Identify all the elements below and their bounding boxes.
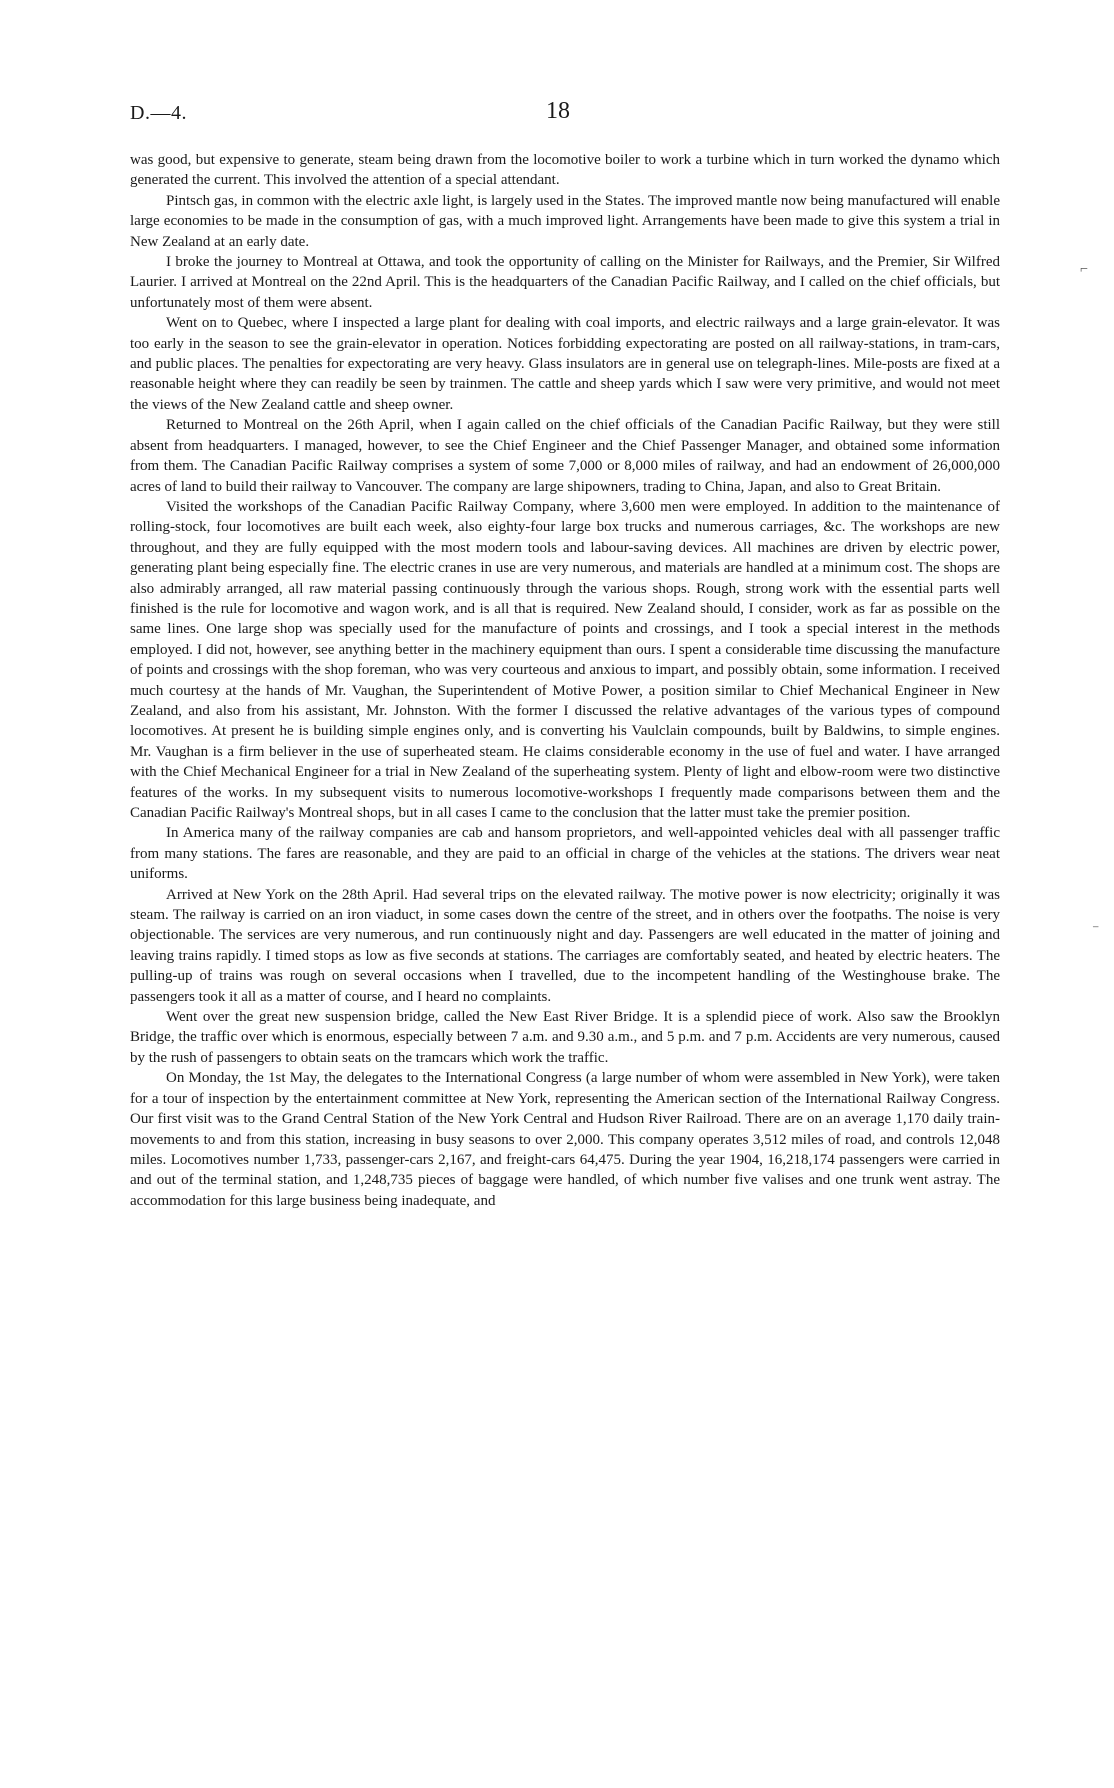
- paragraph: In America many of the railway companies are cab and hansom proprietors, and well-appointed vehicles deal with all passenger traffic from many stations. The fares are reasonable, and they are paid to an official in charge of the vehicles at the stations. The drivers wear neat uniforms.: [130, 825, 1000, 883]
- scan-margin-mark: ⁻: [1092, 923, 1100, 938]
- paragraph: On Monday, the 1st May, the delegates to the International Congress (a large number of whom were assembled in New York), were taken for a tour of inspection by the entertainment committee at New York, representing the American section of the International Railway Congress. Our first visit was to the Grand Central Station of the New York Central and Hudson River Railroad. There are on an average 1,170 daily train-movements to and from this station, increasing in busy seasons to over 2,000. This company operates 3,512 miles of road, and controls 12,048 miles. Locomotives number 1,733, passenger-cars 2,167, and freight-cars 64,475. During the year 1904, 16,218,174 passengers were carried in and out of the terminal station, and 1,248,735 pieces of baggage were handled, of which number five valises and one trunk went astray. The accommodation for this large business being inadequate, and: [130, 1070, 1000, 1209]
- page-number: 18: [546, 98, 570, 124]
- paragraph: I broke the journey to Montreal at Ottawa, and took the opportunity of calling on the Minister for Railways, and the Premier, Sir Wilfred Laurier. I arrived at Montreal on the 22nd April. This is the headquarters of the Canadian Pacific Railway, and I called on the chief officials, but unfortunately most of them were absent.: [130, 254, 1000, 311]
- paragraph: Visited the workshops of the Canadian Pacific Railway Company, where 3,600 men were employed. In addition to the maintenance of rolling-stock, four locomotives are built each week, also eighty-four large box trucks and numerous carriages, &c. The workshops are new throughout, and they are fully equipped with the most modern tools and labour-saving devices. All machines are driven by electric power, generating plant being especially fine. The electric cranes in use are very numerous, and materials are handled at a minimum cost. The shops are also admirably arranged, all raw material passing continuously through the various shops. Rough, strong work with the essential parts well finished is the rule for locomotive and wagon work, and is all that is required. New Zealand should, I consider, work as far as possible on the same lines. One large shop was specially used for the manufacture of points and crossings, and I took a special interest in the methods employed. I did not, however, see anything better in the machinery equipment than ours. I spent a considerable time discussing the manufacture of points and crossings with the shop foreman, who was very courteous and anxious to impart, and possibly obtain, some information. I received much courtesy at the hands of Mr. Vaughan, the Superintendent of Motive Power, a position similar to Chief Mechanical Engineer in New Zealand, and also from his assistant, Mr. Johnston. With the former I discussed the relative advantages of the various types of compound locomotives. At present he is building simple engines only, and is converting his Vaulclain compounds, built by Baldwins, to simple engines. Mr. Vaughan is a firm believer in the use of superheated steam. He claims considerable economy in the use of fuel and water. I have arranged with the Chief Mechanical Engineer for a trial in New Zealand of the superheating system. Plenty of light and elbow-room were two distinctive features of the works. In my subsequent visits to numerous locomotive-workshops I frequently made comparisons between them and the Canadian Pacific Railway's Montreal shops, but in all cases I came to the conclusion that the latter must take the premier position.: [130, 498, 1000, 821]
- paragraph: was good, but expensive to generate, steam being drawn from the locomotive boiler to work a turbine which in turn worked the dynamo which generated the current. This involved the attention of a special attendant.: [130, 152, 1000, 189]
- paragraph: Went over the great new suspension bridge, called the New East River Bridge. It is a splendid piece of work. Also saw the Brooklyn Bridge, the traffic over which is enormous, especially between 7 a.m. and 9.30 a.m., and 5 p.m. and 7 p.m. Accidents are very numerous, caused by the rush of passengers to obtain seats on the tramcars which work the traffic.: [130, 1009, 1000, 1066]
- paragraph: Went on to Quebec, where I inspected a large plant for dealing with coal imports, and electric railways and a large grain-elevator. It was too early in the season to see the grain-elevator in operation. Notices forbidding expectorating are posted on all railway-stations, in tram-cars, and public places. The penalties for expectorating are very heavy. Glass insulators are in general use on telegraph-lines. Mile-posts are fixed at a reasonable height where they can readily be seen by trainmen. The cattle and sheep yards which I saw were very primitive, and would not meet the views of the New Zealand cattle and sheep owner.: [130, 315, 1000, 413]
- scan-margin-mark: ⌐: [1080, 262, 1088, 277]
- body-text: [130, 150, 1000, 1211]
- paragraph: Arrived at New York on the 28th April. Had several trips on the elevated railway. The motive power is now electricity; originally it was steam. The railway is carried on an iron viaduct, in some cases down the centre of the street, and in others over the footpaths. The noise is very objectionable. The services are very numerous, and run continuously night and day. Passengers are well educated in the matter of joining and leaving trains rapidly. I timed stops as low as five seconds at stations. The carriages are comfortably seated, and heated by electric heaters. The pulling-up of trains was rough on several occasions when I travelled, due to the incompetent handling of the Westinghouse brake. The passengers took it all as a matter of course, and I heard no complaints.: [130, 886, 1000, 1005]
- paragraph: Returned to Montreal on the 26th April, when I again called on the chief officials of the Canadian Pacific Railway, but they were still absent from headquarters. I managed, however, to see the Chief Engineer and the Chief Passenger Manager, and obtained some information from them. The Canadian Pacific Railway comprises a system of some 7,000 or 8,000 miles of railway, and had an endowment of 26,000,000 acres of land to build their railway to Vancouver. The company are large shipowners, trading to China, Japan, and also to Great Britain.: [130, 417, 1000, 495]
- page-header: [130, 98, 1000, 134]
- paragraph: Pintsch gas, in common with the electric axle light, is largely used in the States. The improved mantle now being manufactured will enable large economies to be made in the consumption of gas, with a much improved light. Arrangements have been made to give this system a trial in New Zealand at an early date.: [130, 192, 1000, 250]
- document-reference: D.—4.: [130, 102, 187, 124]
